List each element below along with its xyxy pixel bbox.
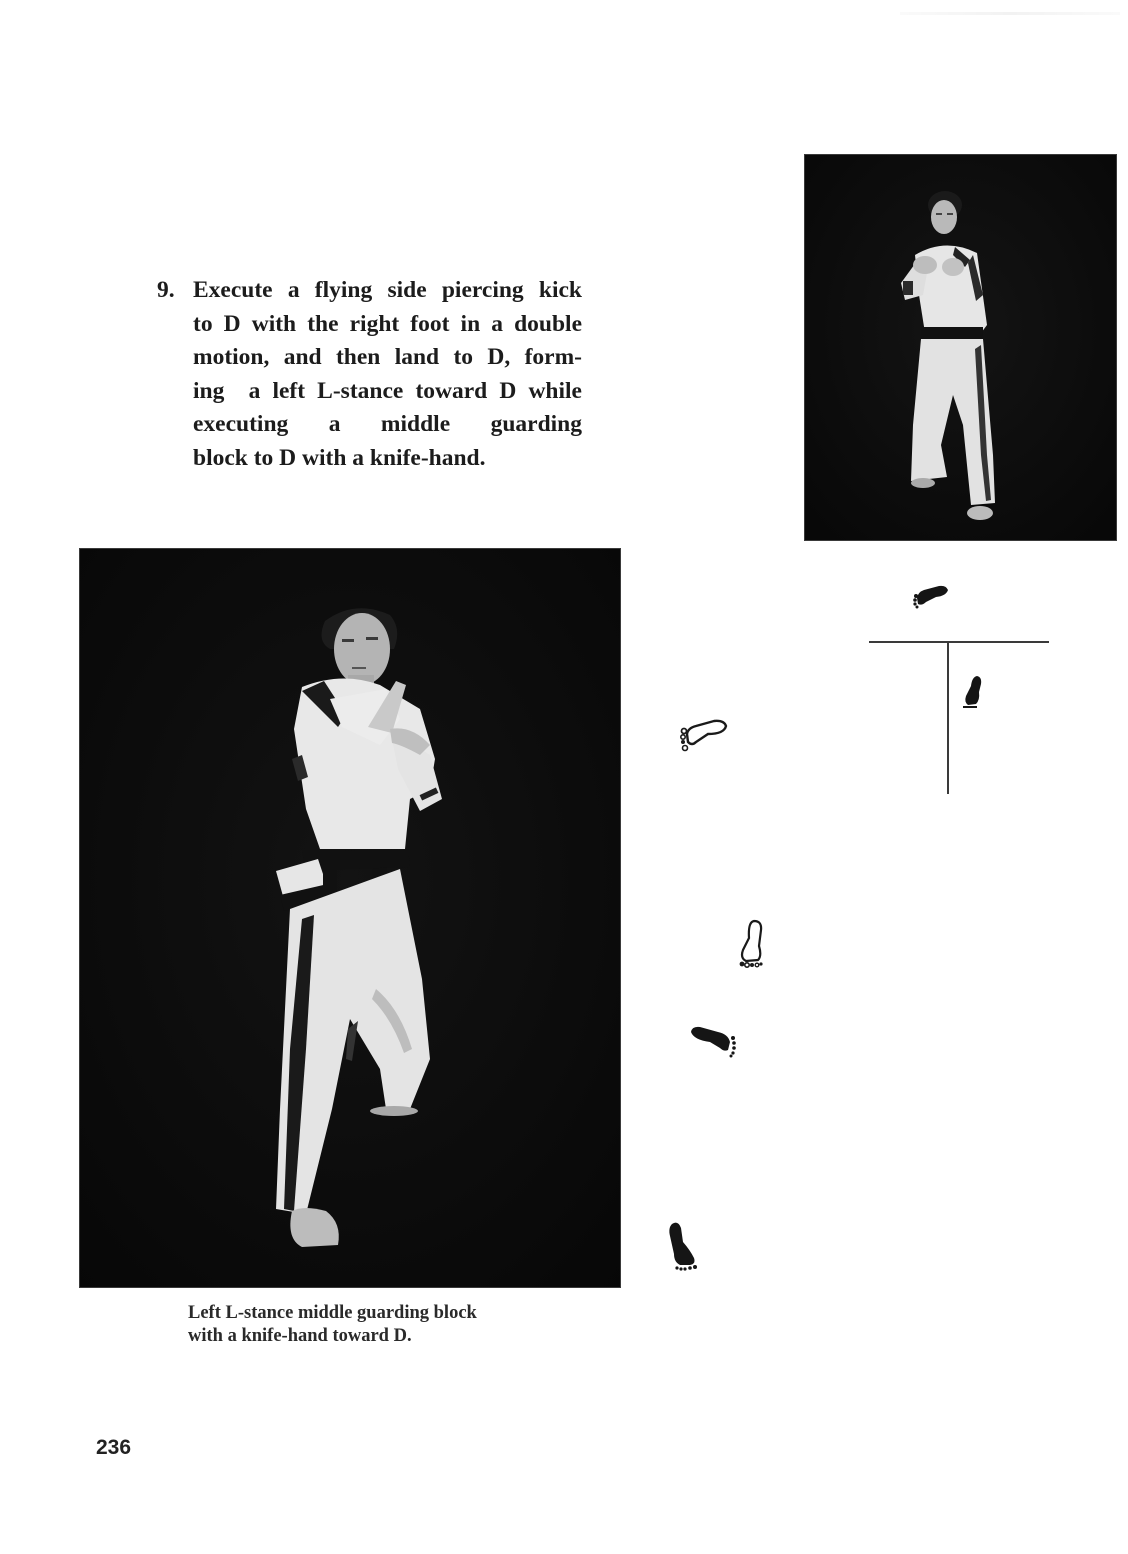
step-text — [193, 274, 582, 476]
caption-line: with a knife-hand toward D. — [188, 1326, 412, 1346]
diagram-vertical-line — [947, 642, 949, 794]
step-line: Execute a flying side piercing kick — [193, 277, 582, 303]
diagram-horizontal-line — [869, 641, 1049, 643]
footprint-outline-icon — [678, 718, 730, 754]
caption-line: Left L-stance middle guarding block — [188, 1303, 477, 1323]
step-line: block to D with a knife-hand. — [193, 444, 486, 471]
footprint-outline-icon — [736, 918, 766, 970]
step-line: ing a left L-stance toward D while — [193, 377, 582, 404]
step-line: motion, and then land to D, form- — [193, 344, 582, 371]
footprint-filled-icon — [666, 1220, 702, 1272]
photo-front-view — [804, 154, 1117, 541]
step-instruction — [157, 274, 582, 476]
martial-artist-figure-large — [80, 549, 620, 1287]
step-line: to D with the right foot in a double — [193, 310, 582, 337]
step-number: 9. — [157, 277, 175, 303]
martial-artist-figure-small — [805, 155, 1116, 540]
photo-caption — [188, 1302, 568, 1348]
step-line: executing a middle guarding — [193, 411, 582, 438]
scan-artifact — [900, 12, 1120, 15]
footprint-filled-icon — [912, 584, 950, 610]
page-number: 236 — [96, 1436, 132, 1459]
footprint-filled-icon — [960, 674, 984, 710]
photo-main-stance — [79, 548, 621, 1288]
footprint-filled-icon — [688, 1024, 740, 1058]
